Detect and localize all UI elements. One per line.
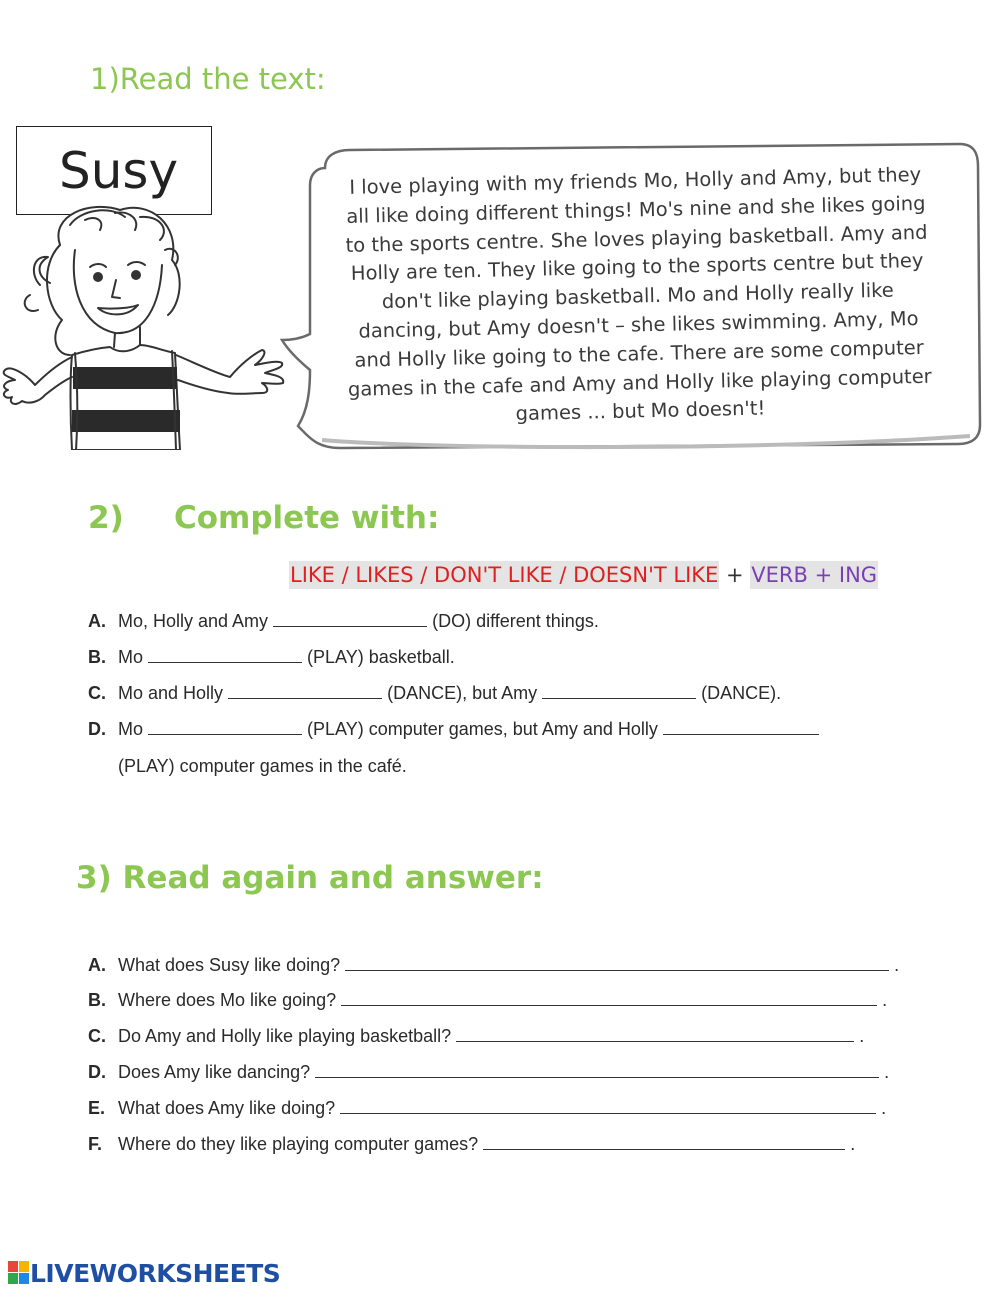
answer-blank[interactable]	[228, 684, 382, 699]
section-3-number: 3)	[76, 860, 112, 896]
item-letter: D.	[88, 719, 106, 739]
question-e	[88, 1098, 886, 1119]
question-end: .	[850, 1134, 856, 1154]
item-letter: C.	[88, 683, 106, 703]
bubble-line: I love playing with my friends Mo, Holly and Amy, but they	[349, 162, 922, 199]
question-b	[88, 990, 887, 1011]
item-letter: A.	[88, 611, 106, 631]
item-text: Mo	[118, 719, 144, 739]
item-letter: B.	[88, 647, 106, 667]
question-end: .	[884, 1062, 890, 1082]
answer-blank[interactable]	[315, 1063, 879, 1078]
question-text: Does Amy like dancing?	[118, 1062, 311, 1082]
question-letter: E.	[88, 1098, 106, 1118]
bubble-line: all like doing different things! Mo's nine and she likes going	[346, 191, 926, 228]
question-text: Where does Mo like going?	[118, 990, 337, 1010]
question-end: .	[894, 955, 900, 975]
question-letter: C.	[88, 1026, 106, 1046]
question-text: Where do they like playing computer games?	[118, 1134, 479, 1154]
bubble-line: Holly are ten. They like going to the sports centre but they	[350, 249, 924, 286]
item-text: (DO) different things.	[432, 611, 599, 631]
exercise-2-item-c	[88, 683, 781, 704]
question-letter: B.	[88, 990, 106, 1010]
answer-blank[interactable]	[483, 1135, 845, 1150]
exercise-2-item-d-cont: (PLAY) computer games in the café.	[118, 756, 407, 776]
bubble-line: to the sports centre. She loves playing basketball. Amy and	[345, 220, 928, 257]
question-text: What does Amy like doing?	[118, 1098, 336, 1118]
answer-blank[interactable]	[273, 612, 427, 627]
question-d	[88, 1062, 889, 1083]
section-2-title	[88, 500, 439, 536]
girl-illustration	[0, 205, 290, 450]
answer-blank[interactable]	[148, 648, 302, 663]
key-plus: +	[726, 563, 744, 587]
section-1-title: 1)Read the text:	[90, 62, 326, 96]
exercise-2-item-a	[88, 611, 599, 632]
question-letter: D.	[88, 1062, 106, 1082]
question-f	[88, 1134, 855, 1155]
question-end: .	[859, 1026, 865, 1046]
question-letter: F.	[88, 1134, 103, 1154]
key-like-forms: LIKE / LIKES / DON'T LIKE / DOESN'T LIKE	[290, 563, 719, 587]
item-text: Mo, Holly and Amy	[118, 611, 269, 631]
item-text: (DANCE), but Amy	[387, 683, 538, 703]
key-verb-ing: VERB + ING	[751, 563, 878, 587]
bubble-line: don't like playing basketball. Mo and Holly really like	[381, 278, 895, 314]
item-text: (DANCE).	[701, 683, 782, 703]
exercise-2-item-b	[88, 647, 455, 668]
item-text: (PLAY) basketball.	[307, 647, 455, 667]
speech-bubble-text	[300, 160, 976, 434]
section-2-number: 2)	[88, 500, 124, 536]
character-name-box: Susy	[16, 126, 212, 215]
question-text: Do Amy and Holly like playing basketball?	[118, 1026, 452, 1046]
section-3-title	[76, 860, 544, 896]
answer-blank[interactable]	[663, 720, 819, 735]
question-text: What does Susy like doing?	[118, 955, 341, 975]
liveworksheets-logo-text: LIVEWORKSHEETS	[30, 1258, 281, 1288]
word-key	[289, 563, 878, 587]
question-a	[88, 955, 899, 976]
question-end: .	[881, 1098, 887, 1118]
bubble-line: games in the cafe and Amy and Holly like playing computer	[347, 364, 932, 401]
liveworksheets-logo-icon	[8, 1261, 30, 1285]
exercise-2-item-d	[88, 719, 819, 740]
answer-blank[interactable]	[341, 991, 877, 1006]
section-2-title-text: Complete with:	[174, 500, 440, 536]
question-letter: A.	[88, 955, 106, 975]
question-end: .	[882, 990, 888, 1010]
answer-blank[interactable]	[456, 1027, 854, 1042]
item-text: Mo	[118, 647, 144, 667]
bubble-line: games ... but Mo doesn't!	[515, 396, 766, 426]
answer-blank[interactable]	[345, 956, 889, 971]
item-text: Mo and Holly	[118, 683, 224, 703]
question-c	[88, 1026, 864, 1047]
liveworksheets-logo[interactable]	[8, 1258, 280, 1288]
item-text: (PLAY) computer games, but Amy and Holly	[307, 719, 658, 739]
bubble-line: dancing, but Amy doesn't – she likes swimming. Amy, Mo	[358, 306, 919, 343]
answer-blank[interactable]	[340, 1099, 876, 1114]
answer-blank[interactable]	[148, 720, 302, 735]
section-3-title-text: Read again and answer:	[122, 860, 544, 896]
bubble-line: and Holly like going to the cafe. There are some computer	[354, 335, 924, 372]
answer-blank[interactable]	[542, 684, 696, 699]
